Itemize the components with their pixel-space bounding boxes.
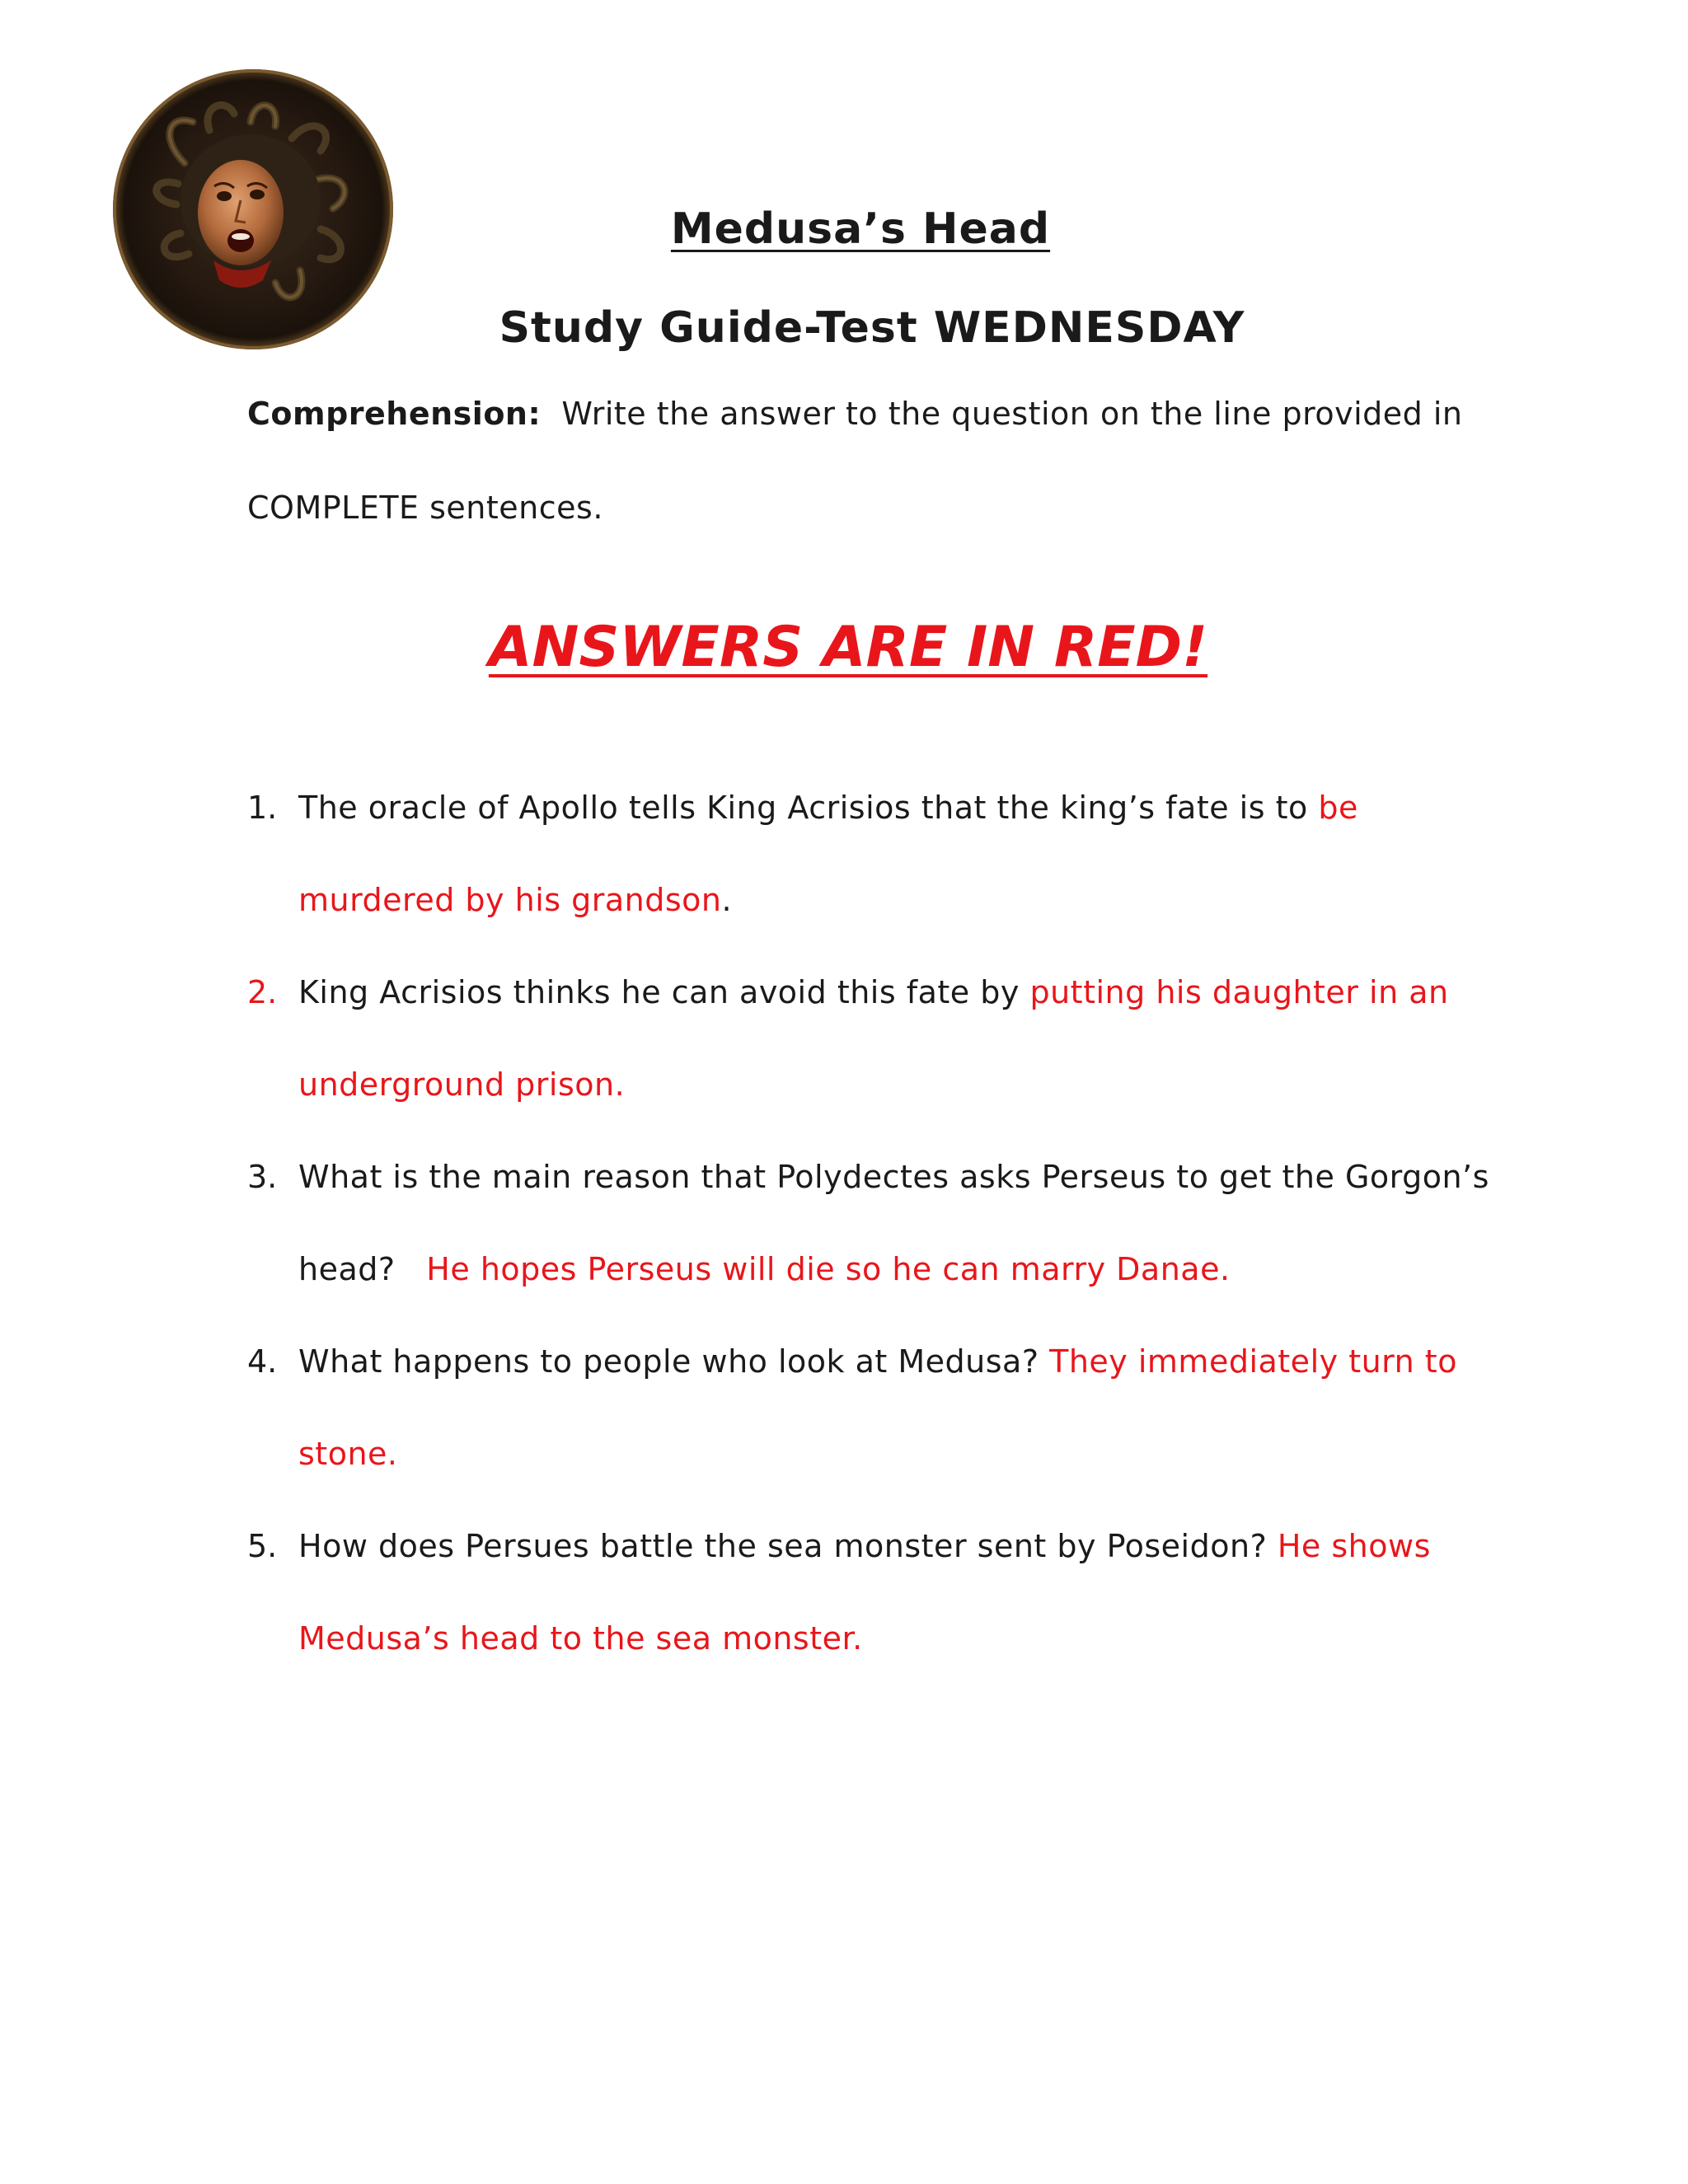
answer-text: They immediately turn to: [1049, 1343, 1457, 1380]
answer-text: putting his daughter in an: [1029, 974, 1449, 1010]
answers-banner: ANSWERS ARE IN RED!: [488, 615, 1208, 680]
question-prompt: King Acrisios thinks he can avoid this fate by: [298, 974, 1020, 1010]
question-number: 4.: [247, 1343, 278, 1380]
question-5-line-1: [298, 1528, 1431, 1564]
question-1-line-1: [298, 790, 1358, 826]
question-2-line-1: [298, 974, 1449, 1010]
answer-text: murdered by his grandson: [298, 882, 722, 918]
page-subtitle: Study Guide-Test WEDNESDAY: [499, 303, 1245, 353]
instructions-text: Write the answer to the question on the line provided in: [561, 396, 1463, 432]
question-prompt: What happens to people who look at Medusa?: [298, 1343, 1039, 1380]
instructions-label: Comprehension:: [247, 396, 542, 432]
question-prompt: head?: [298, 1251, 396, 1287]
page-title: Medusa’s Head: [670, 204, 1051, 254]
answer-text: stone.: [298, 1436, 398, 1472]
question-number: 1.: [247, 790, 278, 826]
question-number: 5.: [247, 1528, 278, 1564]
question-prompt: The oracle of Apollo tells King Acrisios that the king’s fate is to: [298, 790, 1308, 826]
answer-text: be: [1318, 790, 1358, 826]
instructions-line-1: [247, 396, 1463, 432]
answer-text: underground prison.: [298, 1066, 626, 1103]
answer-text: Medusa’s head to the sea monster.: [298, 1620, 863, 1657]
answer-text: He shows: [1277, 1528, 1431, 1564]
question-prompt: What is the main reason that Polydectes asks Perseus to get the Gorgon’s: [298, 1159, 1489, 1195]
question-number: 3.: [247, 1159, 278, 1195]
question-4-line-1: [298, 1343, 1457, 1380]
question-1-line-2: [298, 882, 732, 918]
question-3-line-2: [298, 1251, 1231, 1287]
question-number: 2.: [247, 974, 278, 1010]
question-end-punctuation: .: [721, 882, 733, 918]
instructions-line-2: COMPLETE sentences.: [247, 490, 603, 526]
answer-text: He hopes Perseus will die so he can marry Danae.: [426, 1251, 1231, 1287]
question-prompt: How does Persues battle the sea monster sent by Poseidon?: [298, 1528, 1268, 1564]
